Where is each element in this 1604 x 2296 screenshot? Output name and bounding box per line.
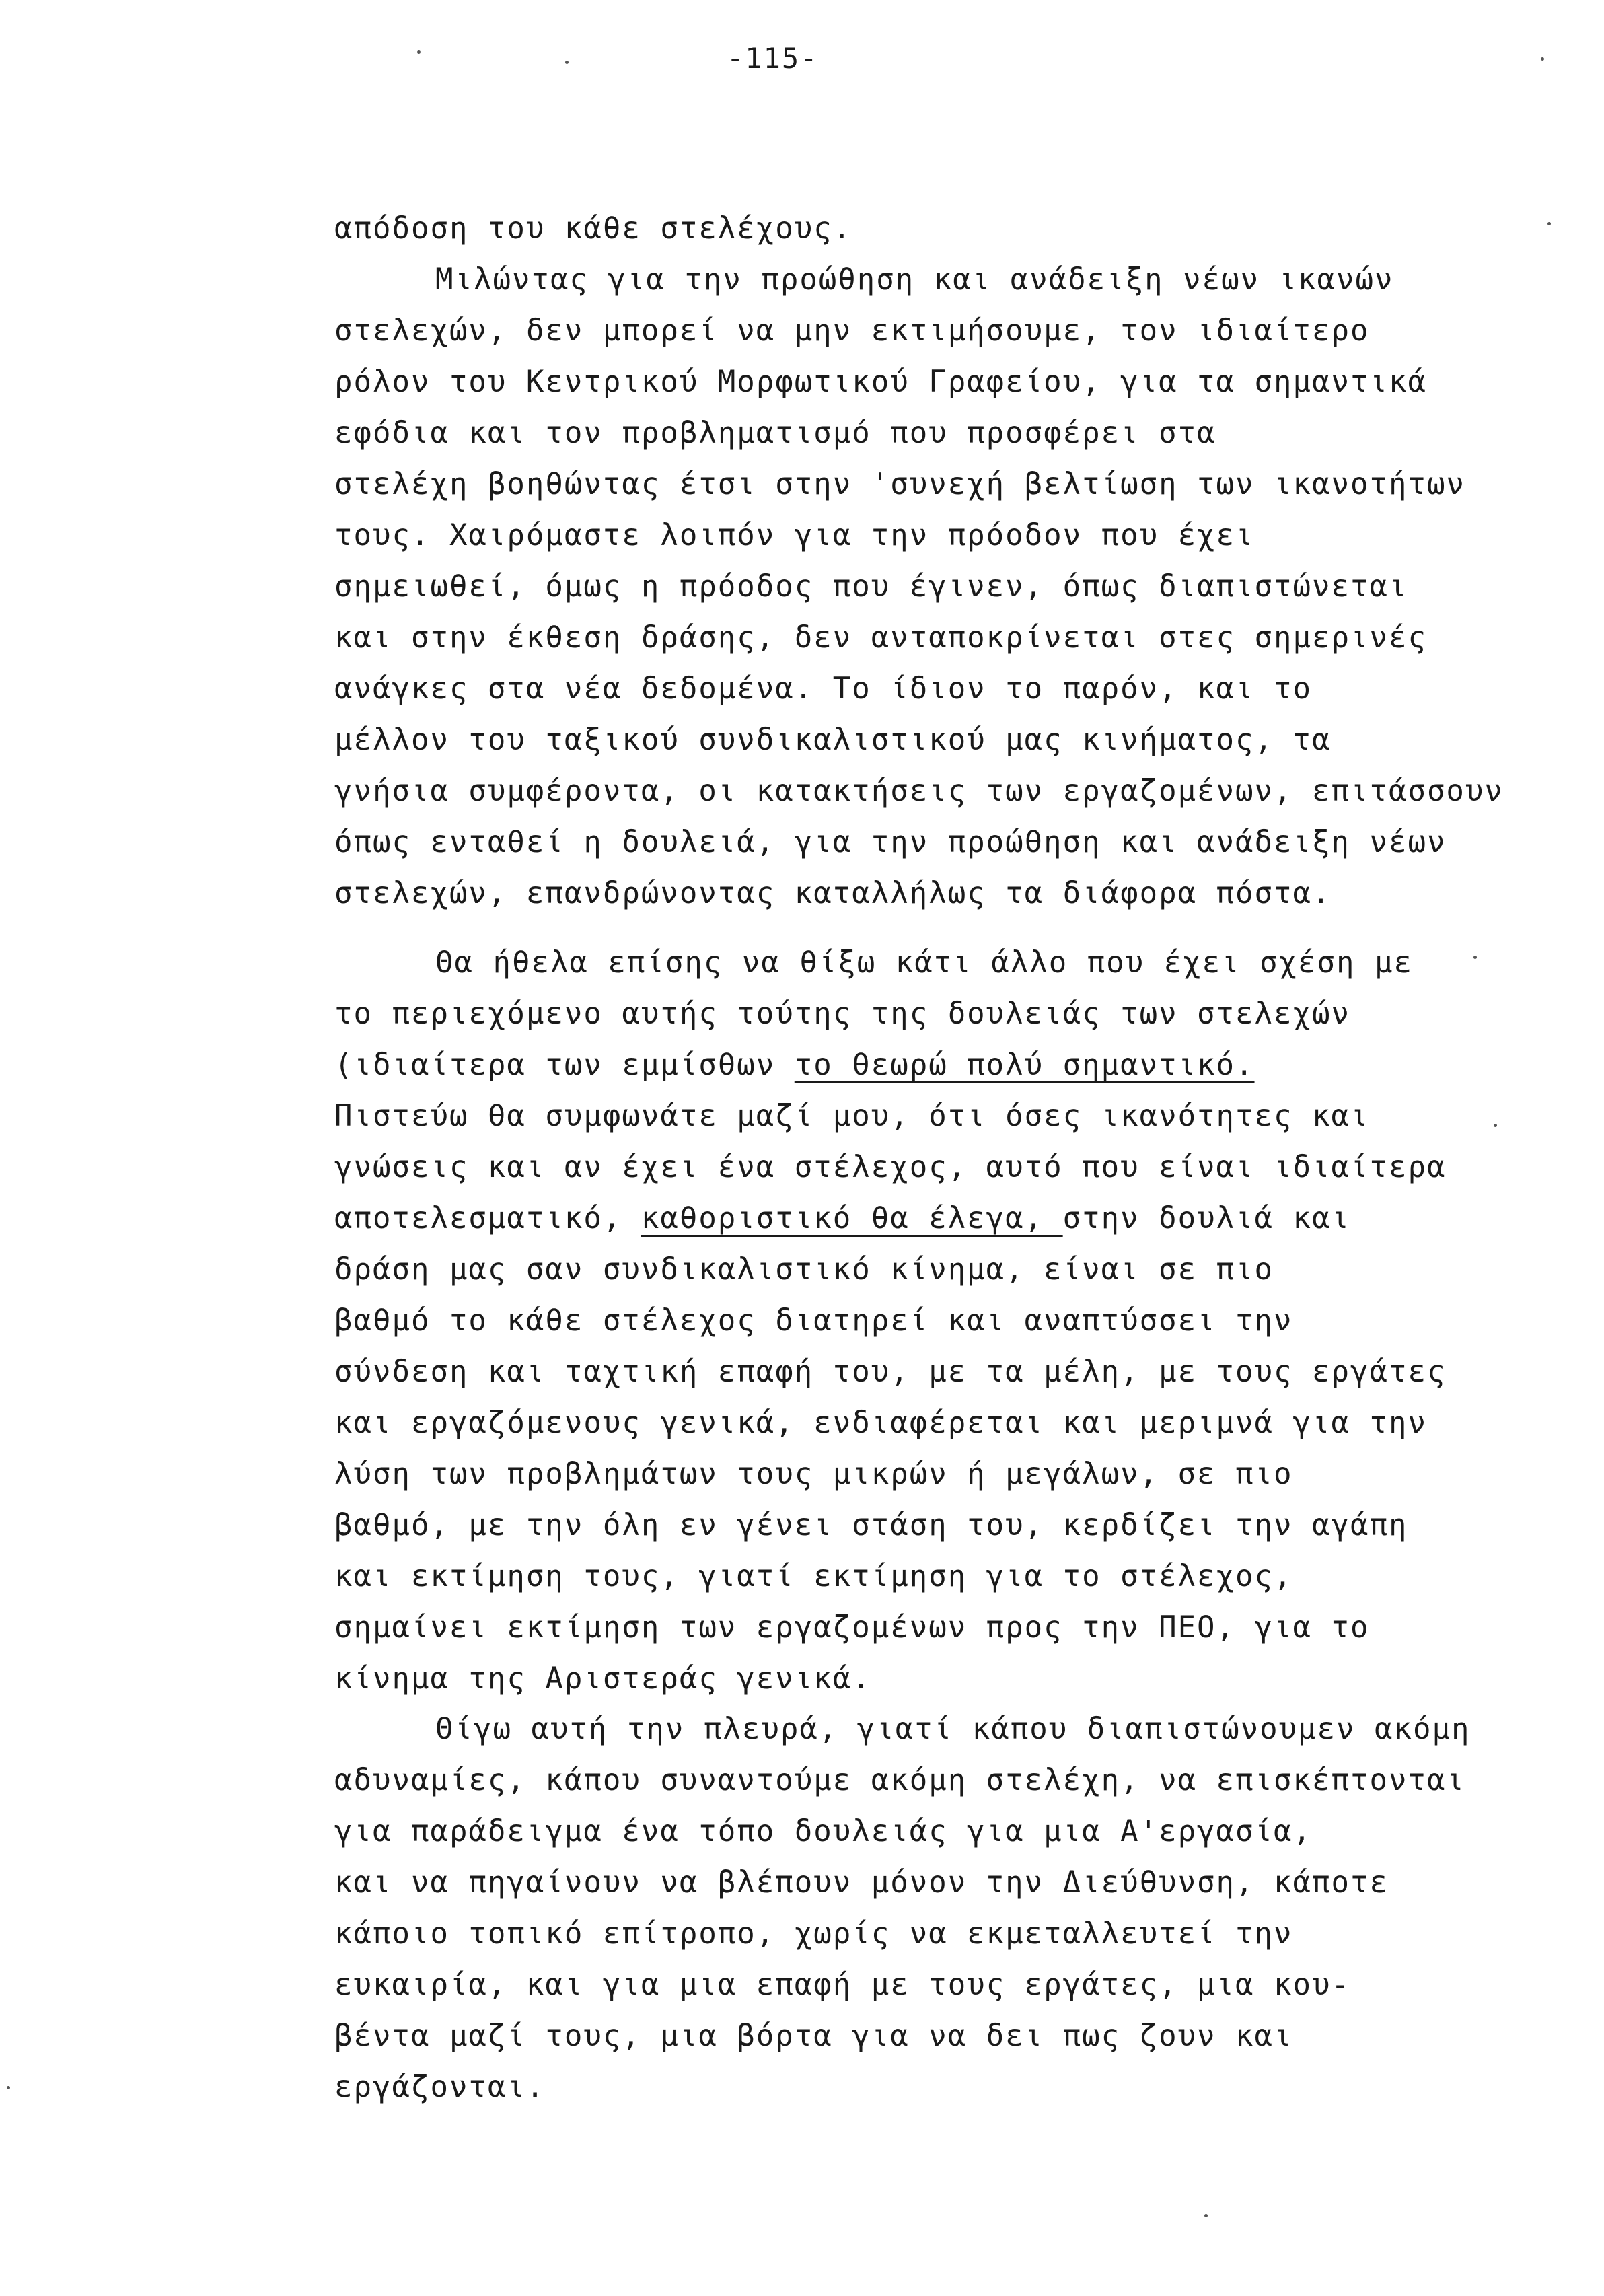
text-line: βαθμό, με την όλη εν γένει στάση του, κερδίζει την αγάπη: [334, 1508, 1408, 1542]
text-line: και εκτίμηση τους, γιατί εκτίμηση για το στέλεχος,: [334, 1559, 1293, 1593]
underlined-phrase: το θεωρώ πολύ σημαντικό.: [794, 1048, 1255, 1082]
scan-speck: [1547, 222, 1551, 225]
text-line: όπως ενταθεί η δουλειά, για την προώθηση και ανάδειξη νέων: [334, 825, 1447, 859]
text-segment: αποτελεσματικό,: [334, 1201, 641, 1235]
text-line: ανάγκες στα νέα δεδομένα. Το ίδιον το παρόν, και το: [334, 672, 1313, 706]
text-line: και εργαζόμενους γενικά, ενδιαφέρεται και μεριμνά για την: [334, 1406, 1427, 1440]
text-line: στελεχών, δεν μπορεί να μην εκτιμήσουμε, τον ιδιαίτερο: [334, 314, 1370, 348]
text-line: κίνημα της Αριστεράς γενικά.: [334, 1661, 871, 1696]
scan-speck: [1473, 956, 1477, 959]
text-line: σημειωθεί, όμως η πρόοδος που έγινεν, όπως διαπιστώνεται: [334, 569, 1408, 604]
text-line: [334, 1040, 1545, 1091]
text-line: βέντα μαζί τους, μια βόρτα για να δει πως ζουν και: [334, 2019, 1293, 2053]
text-segment: (ιδιαίτερα των εμμίσθων: [334, 1048, 795, 1082]
scan-speck: [1494, 1124, 1497, 1127]
paragraph-4: [334, 1704, 1545, 2113]
text-line: δράση μας σαν συνδικαλιστικό κίνημα, είναι σε πιο: [334, 1252, 1274, 1287]
text-line: αδυναμίες, κάπου συναντούμε ακόμη στελέχη, να επισκέπτονται: [334, 1763, 1465, 1797]
scan-speck: [7, 2086, 10, 2089]
text-line: Μιλώντας για την προώθηση και ανάδειξη νέων ικανών: [435, 262, 1394, 297]
text-line: [334, 1193, 1545, 1244]
scan-speck: [417, 50, 421, 54]
text-line: για παράδειγμα ένα τόπο δουλειάς για μια Α'εργασία,: [334, 1814, 1313, 1849]
paragraph-1: [334, 203, 1545, 919]
text-line: στελέχη βοηθώντας έτσι στην 'συνεχή βελτίωση των ικανοτήτων: [334, 467, 1465, 501]
text-line: γνώσεις και αν έχει ένα στέλεχος, αυτό που είναι ιδιαίτερα: [334, 1150, 1447, 1184]
scan-speck: [1204, 2214, 1208, 2217]
text-line: απόδοση του κάθε στελέχους.: [334, 211, 852, 246]
text-line: τους. Χαιρόμαστε λοιπόν για την πρόοδον που έχει: [334, 518, 1255, 552]
scan-speck: [1541, 57, 1544, 61]
text-line: στελεχών, επανδρώνοντας καταλλήλως τα διάφορα πόστα.: [334, 876, 1332, 910]
text-line: γνήσια συμφέροντα, οι κατακτήσεις των εργαζομένων, επιτάσσουν: [334, 774, 1504, 808]
text-line: κάποιο τοπικό επίτροπο, χωρίς να εκμεταλλευτεί την: [334, 1916, 1293, 1951]
text-line: και να πηγαίνουν να βλέπουν μόνον την Διεύθυνση, κάποτε: [334, 1865, 1389, 1900]
text-line: και στην έκθεση δράσης, δεν ανταποκρίνεται στες σημερινές: [334, 620, 1427, 655]
text-line: σύνδεση και ταχτική επαφή του, με τα μέλη, με τους εργάτες: [334, 1355, 1447, 1389]
page-number: -115-: [727, 42, 819, 75]
text-line: Πιστεύω θα συμφωνάτε μαζί μου, ότι όσες ικανότητες και: [334, 1099, 1370, 1133]
text-line: μέλλον του ταξικού συνδικαλιστικού μας κινήματος, τα: [334, 723, 1332, 757]
text-line: βαθμό το κάθε στέλεχος διατηρεί και αναπτύσσει την: [334, 1303, 1293, 1338]
text-line: Θίγω αυτή την πλευρά, γιατί κάπου διαπιστώνουμεν ακόμη: [435, 1712, 1471, 1746]
text-line: λύση των προβλημάτων τους μικρών ή μεγάλων, σε πιο: [334, 1457, 1293, 1491]
text-line: ευκαιρία, και για μια επαφή με τους εργάτες, μια κου-: [334, 1968, 1350, 2002]
paragraph-3: [334, 937, 1545, 1705]
text-line: το περιεχόμενο αυτής τούτης της δουλειάς των στελεχών: [334, 997, 1350, 1031]
text-line: Θα ήθελα επίσης να θίξω κάτι άλλο που έχει σχέση με: [435, 945, 1414, 980]
text-line: ρόλον του Κεντρικού Μορφωτικού Γραφείου, για τα σημαντικά: [334, 365, 1427, 399]
text-line: σημαίνει εκτίμηση των εργαζομένων προς την ΠΕΟ, για το: [334, 1610, 1370, 1645]
text-line: εργάζονται.: [334, 2070, 546, 2104]
text-line: εφόδια και τον προβληματισμό που προσφέρει στα: [334, 416, 1216, 450]
scan-speck: [565, 61, 569, 64]
text-segment: στην δουλιά και: [1062, 1201, 1350, 1235]
underlined-phrase: καθοριστικό θα έλεγα,: [641, 1201, 1063, 1235]
